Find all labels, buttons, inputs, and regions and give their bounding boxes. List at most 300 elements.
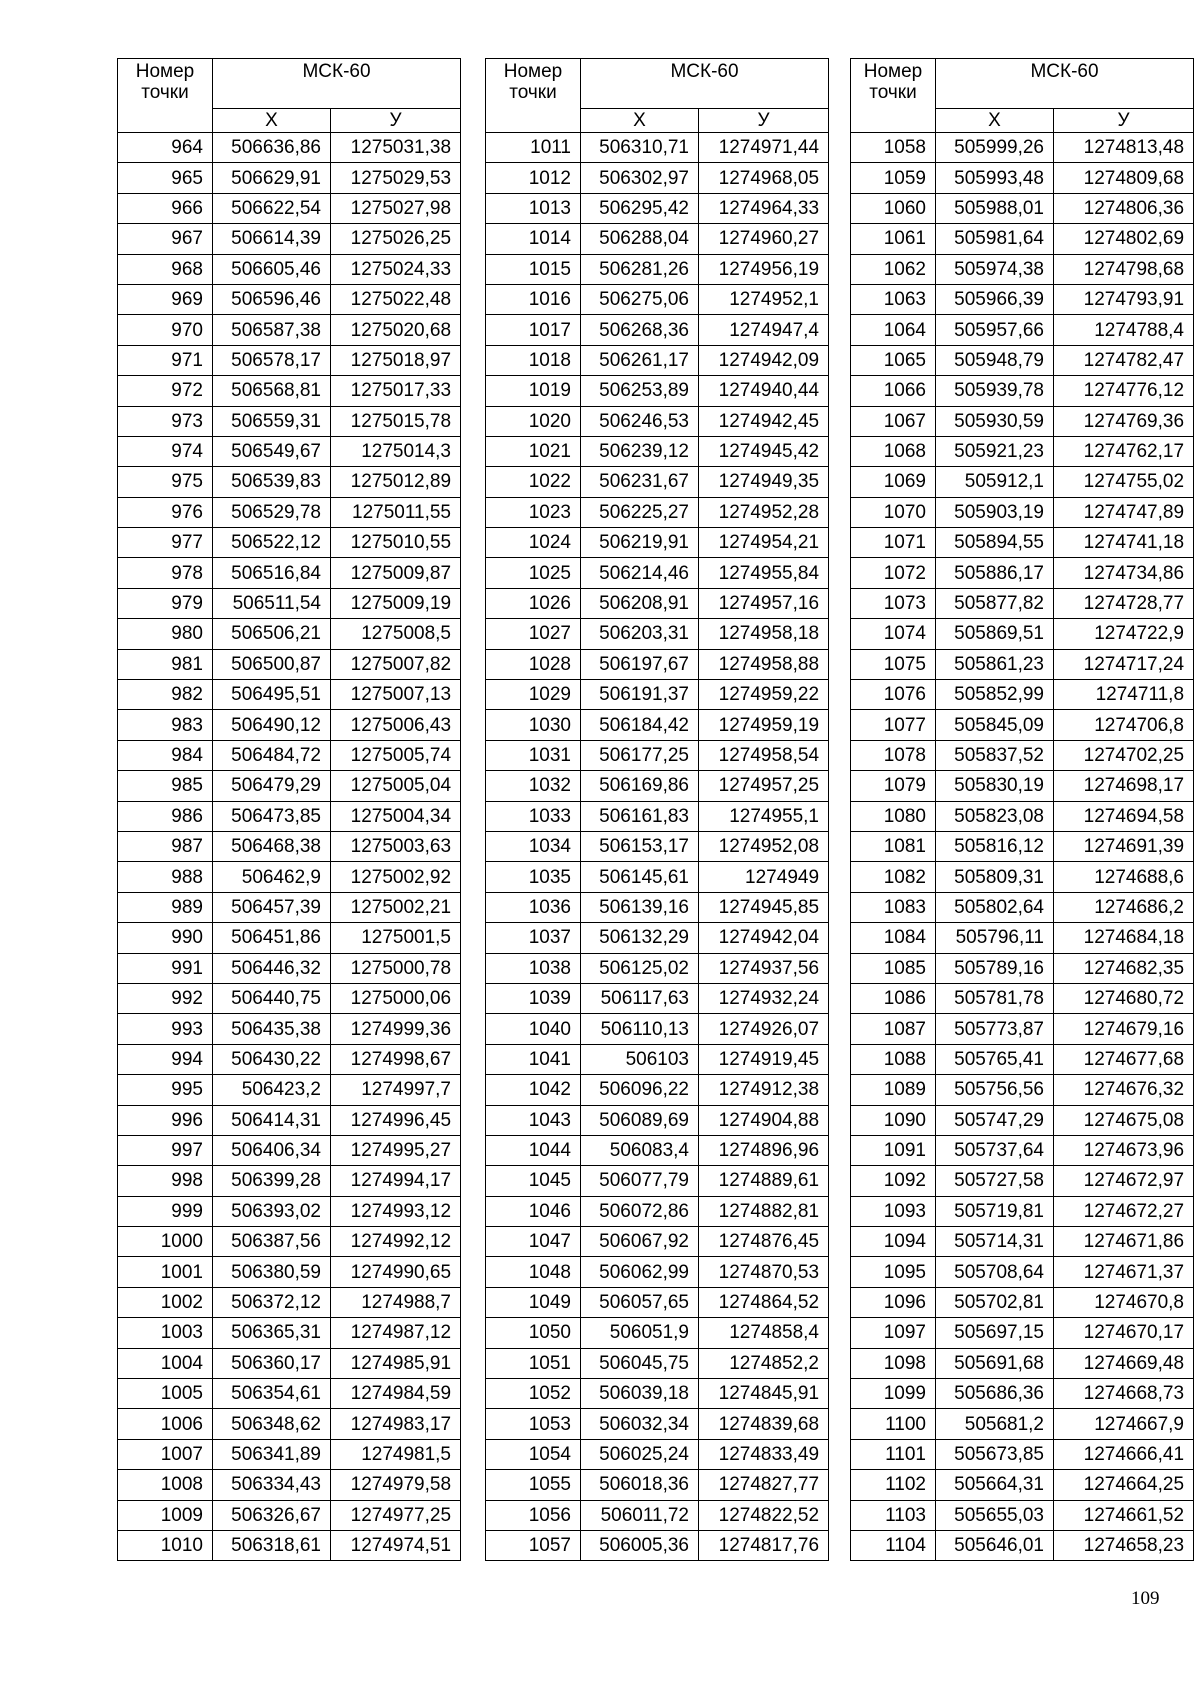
point-number-cell: 1076 (851, 680, 936, 710)
y-coordinate-cell: 1274809,68 (1054, 163, 1194, 193)
table-row (118, 649, 461, 679)
y-coordinate-cell: 1274706,8 (1054, 710, 1194, 740)
y-coordinate-cell: 1274995,27 (331, 1135, 461, 1165)
table-row (851, 1075, 1194, 1105)
table-row (486, 193, 829, 223)
x-coordinate-cell: 506169,86 (581, 771, 699, 801)
table-row (851, 1409, 1194, 1439)
x-coordinate-cell: 506522,12 (213, 528, 331, 558)
table-row (486, 1227, 829, 1257)
x-column-header: Х (936, 109, 1054, 133)
y-coordinate-cell: 1274945,85 (699, 892, 829, 922)
table-row (851, 1470, 1194, 1500)
x-coordinate-cell: 506288,04 (581, 224, 699, 254)
table-row (486, 467, 829, 497)
y-coordinate-cell: 1274958,88 (699, 649, 829, 679)
x-coordinate-cell: 506462,9 (213, 862, 331, 892)
y-coordinate-cell: 1274667,9 (1054, 1409, 1194, 1439)
x-coordinate-cell: 505727,58 (936, 1166, 1054, 1196)
point-number-cell: 1094 (851, 1227, 936, 1257)
x-coordinate-cell: 506399,28 (213, 1166, 331, 1196)
x-coordinate-cell: 506406,34 (213, 1135, 331, 1165)
x-coordinate-cell: 505686,36 (936, 1379, 1054, 1409)
point-number-cell: 1059 (851, 163, 936, 193)
x-coordinate-cell: 506275,06 (581, 284, 699, 314)
point-number-cell: 1026 (486, 588, 581, 618)
point-number-cell: 1037 (486, 923, 581, 953)
point-number-cell: 996 (118, 1105, 213, 1135)
x-coordinate-cell: 505939,78 (936, 376, 1054, 406)
table-row (118, 224, 461, 254)
table-row (118, 680, 461, 710)
point-number-cell: 1103 (851, 1500, 936, 1530)
point-number-cell: 1101 (851, 1439, 936, 1469)
x-coordinate-cell: 505999,26 (936, 133, 1054, 163)
y-coordinate-cell: 1274776,12 (1054, 376, 1194, 406)
x-column-header: Х (213, 109, 331, 133)
table-row (118, 315, 461, 345)
point-number-cell: 1032 (486, 771, 581, 801)
table-row (118, 406, 461, 436)
table-row (486, 1530, 829, 1560)
x-coordinate-cell: 506057,65 (581, 1287, 699, 1317)
table-row (486, 588, 829, 618)
x-coordinate-cell: 506614,39 (213, 224, 331, 254)
x-coordinate-cell: 506559,31 (213, 406, 331, 436)
y-coordinate-cell: 1274669,48 (1054, 1348, 1194, 1378)
table-row (851, 224, 1194, 254)
x-coordinate-cell: 506393,02 (213, 1196, 331, 1226)
x-coordinate-cell: 505719,81 (936, 1196, 1054, 1226)
x-coordinate-cell: 506197,67 (581, 649, 699, 679)
y-coordinate-cell: 1274679,16 (1054, 1014, 1194, 1044)
point-number-header-line2: точки (869, 81, 917, 103)
x-coordinate-cell: 505796,11 (936, 923, 1054, 953)
point-number-cell: 1074 (851, 619, 936, 649)
y-coordinate-cell: 1274672,27 (1054, 1196, 1194, 1226)
table-row (118, 1257, 461, 1287)
table-row (486, 497, 829, 527)
x-coordinate-cell: 506067,92 (581, 1227, 699, 1257)
table-row (118, 1287, 461, 1317)
point-number-cell: 1048 (486, 1257, 581, 1287)
point-number-cell: 1027 (486, 619, 581, 649)
y-coordinate-cell: 1274932,24 (699, 983, 829, 1013)
point-number-cell: 1097 (851, 1318, 936, 1348)
y-coordinate-cell: 1274968,05 (699, 163, 829, 193)
point-number-cell: 1010 (118, 1530, 213, 1560)
y-coordinate-cell: 1275017,33 (331, 376, 461, 406)
y-coordinate-cell: 1275012,89 (331, 467, 461, 497)
x-coordinate-cell: 506479,29 (213, 771, 331, 801)
table-row (851, 1014, 1194, 1044)
point-number-cell: 1011 (486, 133, 581, 163)
y-coordinate-cell: 1274988,7 (331, 1287, 461, 1317)
table-row (486, 1287, 829, 1317)
x-coordinate-cell: 506191,37 (581, 680, 699, 710)
point-number-cell: 1071 (851, 528, 936, 558)
y-coordinate-cell: 1274813,48 (1054, 133, 1194, 163)
table-row (851, 528, 1194, 558)
y-column-header: У (331, 109, 461, 133)
x-coordinate-cell: 505877,82 (936, 588, 1054, 618)
point-number-cell: 967 (118, 224, 213, 254)
y-coordinate-cell: 1274677,68 (1054, 1044, 1194, 1074)
table-row (118, 619, 461, 649)
y-coordinate-cell: 1275005,04 (331, 771, 461, 801)
y-coordinate-cell: 1274983,17 (331, 1409, 461, 1439)
table-row (851, 1227, 1194, 1257)
y-coordinate-cell: 1274949,35 (699, 467, 829, 497)
y-coordinate-cell: 1274728,77 (1054, 588, 1194, 618)
y-coordinate-cell: 1274762,17 (1054, 436, 1194, 466)
table-row (486, 1348, 829, 1378)
x-coordinate-cell: 506568,81 (213, 376, 331, 406)
point-number-cell: 1013 (486, 193, 581, 223)
x-coordinate-cell: 506025,24 (581, 1439, 699, 1469)
point-number-cell: 975 (118, 467, 213, 497)
table-row (851, 163, 1194, 193)
point-number-cell: 1033 (486, 801, 581, 831)
x-coordinate-cell: 506110,13 (581, 1014, 699, 1044)
coordinate-system-header: МСК-60 (581, 59, 829, 109)
y-coordinate-cell: 1274852,2 (699, 1348, 829, 1378)
point-number-cell: 1070 (851, 497, 936, 527)
point-number-cell: 1020 (486, 406, 581, 436)
point-number-cell: 1092 (851, 1166, 936, 1196)
table-row (118, 1227, 461, 1257)
y-coordinate-cell: 1274698,17 (1054, 771, 1194, 801)
point-number-header (486, 59, 581, 133)
y-coordinate-cell: 1274998,67 (331, 1044, 461, 1074)
table-row (851, 588, 1194, 618)
y-coordinate-cell: 1274957,16 (699, 588, 829, 618)
y-coordinate-cell: 1274676,32 (1054, 1075, 1194, 1105)
x-coordinate-cell: 505816,12 (936, 831, 1054, 861)
x-coordinate-cell: 506318,61 (213, 1530, 331, 1560)
y-coordinate-cell: 1274822,52 (699, 1500, 829, 1530)
point-number-cell: 993 (118, 1014, 213, 1044)
y-coordinate-cell: 1274682,35 (1054, 953, 1194, 983)
y-coordinate-cell: 1274997,7 (331, 1075, 461, 1105)
y-coordinate-cell: 1274747,89 (1054, 497, 1194, 527)
x-coordinate-cell: 506587,38 (213, 315, 331, 345)
point-number-cell: 1083 (851, 892, 936, 922)
x-coordinate-cell: 505681,2 (936, 1409, 1054, 1439)
point-number-cell: 1079 (851, 771, 936, 801)
y-coordinate-cell: 1275027,98 (331, 193, 461, 223)
y-coordinate-cell: 1274984,59 (331, 1379, 461, 1409)
point-number-cell: 971 (118, 345, 213, 375)
point-number-cell: 968 (118, 254, 213, 284)
y-coordinate-cell: 1274896,96 (699, 1135, 829, 1165)
x-coordinate-cell: 506360,17 (213, 1348, 331, 1378)
y-coordinate-cell: 1274827,77 (699, 1470, 829, 1500)
table-row (486, 528, 829, 558)
point-number-cell: 974 (118, 436, 213, 466)
y-coordinate-cell: 1274672,97 (1054, 1166, 1194, 1196)
point-number-cell: 1004 (118, 1348, 213, 1378)
point-number-cell: 981 (118, 649, 213, 679)
x-coordinate-cell: 506268,36 (581, 315, 699, 345)
point-number-cell: 1052 (486, 1379, 581, 1409)
x-coordinate-cell: 505708,64 (936, 1257, 1054, 1287)
table-row (118, 345, 461, 375)
table-row (851, 284, 1194, 314)
point-number-cell: 1000 (118, 1227, 213, 1257)
y-coordinate-cell: 1274952,1 (699, 284, 829, 314)
point-number-cell: 970 (118, 315, 213, 345)
y-coordinate-cell: 1274793,91 (1054, 284, 1194, 314)
point-number-cell: 1042 (486, 1075, 581, 1105)
point-number-cell: 1063 (851, 284, 936, 314)
table-row (851, 133, 1194, 163)
point-number-cell: 988 (118, 862, 213, 892)
point-number-cell: 1028 (486, 649, 581, 679)
y-column-header: У (1054, 109, 1194, 133)
table-row (486, 1379, 829, 1409)
y-coordinate-cell: 1274876,45 (699, 1227, 829, 1257)
x-coordinate-cell: 505773,87 (936, 1014, 1054, 1044)
table-row (118, 923, 461, 953)
y-coordinate-cell: 1274971,44 (699, 133, 829, 163)
y-coordinate-cell: 1274952,08 (699, 831, 829, 861)
y-coordinate-cell: 1274993,12 (331, 1196, 461, 1226)
point-number-cell: 1058 (851, 133, 936, 163)
table-row (118, 284, 461, 314)
table-row (118, 862, 461, 892)
x-coordinate-cell: 506083,4 (581, 1135, 699, 1165)
y-coordinate-cell: 1275011,55 (331, 497, 461, 527)
table-row (486, 376, 829, 406)
x-coordinate-cell: 506039,18 (581, 1379, 699, 1409)
point-number-cell: 1051 (486, 1348, 581, 1378)
point-number-cell: 1062 (851, 254, 936, 284)
table-row (486, 1196, 829, 1226)
point-number-cell: 1009 (118, 1500, 213, 1530)
x-coordinate-cell: 505691,68 (936, 1348, 1054, 1378)
point-number-cell: 999 (118, 1196, 213, 1226)
point-number-cell: 1088 (851, 1044, 936, 1074)
table-row (118, 1044, 461, 1074)
x-coordinate-cell: 505988,01 (936, 193, 1054, 223)
table-row (486, 1044, 829, 1074)
table-row (486, 284, 829, 314)
x-coordinate-cell: 506225,27 (581, 497, 699, 527)
x-coordinate-cell: 505921,23 (936, 436, 1054, 466)
point-number-cell: 1001 (118, 1257, 213, 1287)
y-coordinate-cell: 1274959,19 (699, 710, 829, 740)
y-coordinate-cell: 1274686,2 (1054, 892, 1194, 922)
y-coordinate-cell: 1275000,78 (331, 953, 461, 983)
x-coordinate-cell: 506231,67 (581, 467, 699, 497)
x-coordinate-cell: 506348,62 (213, 1409, 331, 1439)
point-number-cell: 1025 (486, 558, 581, 588)
x-coordinate-cell: 506372,12 (213, 1287, 331, 1317)
x-coordinate-cell: 506139,16 (581, 892, 699, 922)
point-number-cell: 983 (118, 710, 213, 740)
y-coordinate-cell: 1274671,37 (1054, 1257, 1194, 1287)
x-coordinate-cell: 506511,54 (213, 588, 331, 618)
y-coordinate-cell: 1274675,08 (1054, 1105, 1194, 1135)
y-coordinate-cell: 1274782,47 (1054, 345, 1194, 375)
point-number-cell: 1075 (851, 649, 936, 679)
y-coordinate-cell: 1274661,52 (1054, 1500, 1194, 1530)
y-coordinate-cell: 1274942,45 (699, 406, 829, 436)
y-coordinate-cell: 1274788,4 (1054, 315, 1194, 345)
point-number-cell: 1069 (851, 467, 936, 497)
table-row (486, 831, 829, 861)
table-row (851, 1166, 1194, 1196)
x-coordinate-cell: 505673,85 (936, 1439, 1054, 1469)
x-coordinate-cell: 506423,2 (213, 1075, 331, 1105)
point-number-cell: 972 (118, 376, 213, 406)
x-coordinate-cell: 506326,67 (213, 1500, 331, 1530)
table-row (851, 1439, 1194, 1469)
y-coordinate-cell: 1274964,33 (699, 193, 829, 223)
x-coordinate-cell: 505756,56 (936, 1075, 1054, 1105)
x-coordinate-cell: 505957,66 (936, 315, 1054, 345)
table-row (486, 436, 829, 466)
table-row (118, 1196, 461, 1226)
table-row (851, 193, 1194, 223)
y-coordinate-cell: 1274684,18 (1054, 923, 1194, 953)
y-coordinate-cell: 1274977,25 (331, 1500, 461, 1530)
x-coordinate-cell: 505845,09 (936, 710, 1054, 740)
x-coordinate-cell: 505852,99 (936, 680, 1054, 710)
x-coordinate-cell: 506161,83 (581, 801, 699, 831)
point-number-cell: 1086 (851, 983, 936, 1013)
y-coordinate-cell: 1274999,36 (331, 1014, 461, 1044)
table-row (118, 801, 461, 831)
point-number-cell: 984 (118, 740, 213, 770)
x-coordinate-cell: 506219,91 (581, 528, 699, 558)
table-row (118, 1014, 461, 1044)
point-number-cell: 1066 (851, 376, 936, 406)
table-row (851, 436, 1194, 466)
x-coordinate-cell: 506516,84 (213, 558, 331, 588)
y-coordinate-cell: 1274955,1 (699, 801, 829, 831)
coordinate-system-header: МСК-60 (213, 59, 461, 109)
x-coordinate-cell: 506622,54 (213, 193, 331, 223)
point-number-cell: 992 (118, 983, 213, 1013)
table-row (851, 710, 1194, 740)
y-coordinate-cell: 1274755,02 (1054, 467, 1194, 497)
x-coordinate-cell: 505646,01 (936, 1530, 1054, 1560)
point-number-cell: 990 (118, 923, 213, 953)
point-number-cell: 1077 (851, 710, 936, 740)
table-row (851, 862, 1194, 892)
point-number-cell: 1006 (118, 1409, 213, 1439)
y-coordinate-cell: 1275007,82 (331, 649, 461, 679)
table-row (118, 133, 461, 163)
x-coordinate-cell: 506341,89 (213, 1439, 331, 1469)
x-coordinate-cell: 506380,59 (213, 1257, 331, 1287)
point-number-cell: 980 (118, 619, 213, 649)
x-coordinate-cell: 505789,16 (936, 953, 1054, 983)
y-coordinate-cell: 1275029,53 (331, 163, 461, 193)
table-row (118, 1135, 461, 1165)
x-coordinate-cell: 506302,97 (581, 163, 699, 193)
y-coordinate-cell: 1275009,19 (331, 588, 461, 618)
y-coordinate-cell: 1275002,92 (331, 862, 461, 892)
table-row (118, 892, 461, 922)
x-coordinate-cell: 505912,1 (936, 467, 1054, 497)
x-coordinate-cell: 506387,56 (213, 1227, 331, 1257)
table-row (118, 831, 461, 861)
point-number-cell: 1068 (851, 436, 936, 466)
x-coordinate-cell: 506440,75 (213, 983, 331, 1013)
table-row (118, 953, 461, 983)
point-number-cell: 1096 (851, 1287, 936, 1317)
y-coordinate-cell: 1274702,25 (1054, 740, 1194, 770)
point-number-cell: 1029 (486, 680, 581, 710)
point-number-cell: 1082 (851, 862, 936, 892)
x-coordinate-cell: 506011,72 (581, 1500, 699, 1530)
point-number-cell: 1002 (118, 1287, 213, 1317)
x-coordinate-cell: 506354,61 (213, 1379, 331, 1409)
y-coordinate-cell: 1275003,63 (331, 831, 461, 861)
point-number-cell: 1043 (486, 1105, 581, 1135)
table-row (486, 345, 829, 375)
y-coordinate-cell: 1275007,13 (331, 680, 461, 710)
table-row (486, 740, 829, 770)
y-coordinate-cell: 1274806,36 (1054, 193, 1194, 223)
y-coordinate-cell: 1275001,5 (331, 923, 461, 953)
point-number-cell: 1016 (486, 284, 581, 314)
table-row (851, 680, 1194, 710)
x-coordinate-cell: 506125,02 (581, 953, 699, 983)
x-coordinate-cell: 505903,19 (936, 497, 1054, 527)
x-coordinate-cell: 505737,64 (936, 1135, 1054, 1165)
table-row (118, 1530, 461, 1560)
y-coordinate-cell: 1274688,6 (1054, 862, 1194, 892)
table-row (851, 376, 1194, 406)
x-coordinate-cell: 506208,91 (581, 588, 699, 618)
x-coordinate-cell: 505966,39 (936, 284, 1054, 314)
point-number-cell: 1055 (486, 1470, 581, 1500)
point-number-cell: 1102 (851, 1470, 936, 1500)
table-row (486, 953, 829, 983)
y-coordinate-cell: 1275024,33 (331, 254, 461, 284)
y-coordinate-cell: 1275005,74 (331, 740, 461, 770)
y-coordinate-cell: 1274802,69 (1054, 224, 1194, 254)
y-coordinate-cell: 1275015,78 (331, 406, 461, 436)
x-coordinate-cell: 505747,29 (936, 1105, 1054, 1135)
y-coordinate-cell: 1274839,68 (699, 1409, 829, 1439)
x-coordinate-cell: 506103 (581, 1044, 699, 1074)
table-row (851, 831, 1194, 861)
table-row (118, 163, 461, 193)
y-coordinate-cell: 1274958,18 (699, 619, 829, 649)
table-row (851, 923, 1194, 953)
y-coordinate-cell: 1274994,17 (331, 1166, 461, 1196)
x-coordinate-cell: 505809,31 (936, 862, 1054, 892)
table-row (486, 680, 829, 710)
x-coordinate-cell: 506018,36 (581, 1470, 699, 1500)
y-coordinate-cell: 1274990,65 (331, 1257, 461, 1287)
table-row (118, 1318, 461, 1348)
point-number-cell: 1022 (486, 467, 581, 497)
y-coordinate-cell: 1274845,91 (699, 1379, 829, 1409)
table-row (486, 771, 829, 801)
y-coordinate-cell: 1274947,4 (699, 315, 829, 345)
table-row (486, 649, 829, 679)
table-row (486, 1105, 829, 1135)
point-number-cell: 1091 (851, 1135, 936, 1165)
x-coordinate-cell: 505886,17 (936, 558, 1054, 588)
x-coordinate-cell: 506132,29 (581, 923, 699, 953)
